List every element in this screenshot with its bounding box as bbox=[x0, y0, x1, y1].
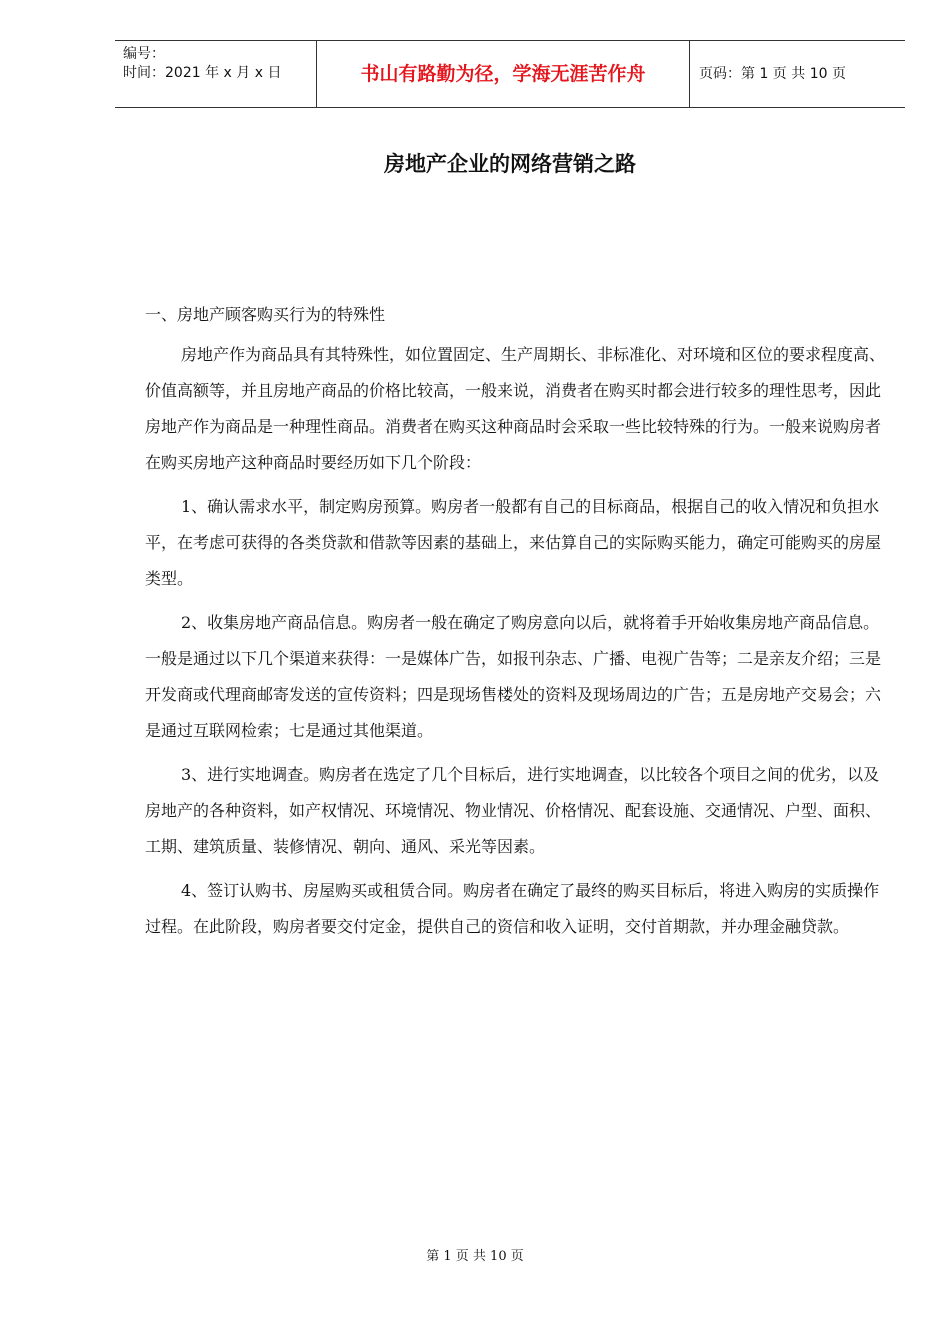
header-divider bbox=[689, 41, 690, 107]
page-header bbox=[115, 40, 905, 108]
body-paragraph: 4、签订认购书、房屋购买或租赁合同。购房者在确定了最终的购买目标后，将进入购房的实质操作过程。在此阶段，购房者要交付定金，提供自己的资信和收入证明，交付首期款，并办理金融贷款。 bbox=[145, 881, 880, 936]
header-page-number: 页码：第 1 页 共 10 页 bbox=[699, 66, 846, 82]
document-title: 房地产企业的网络营销之路 bbox=[384, 151, 636, 176]
body-paragraph: 2、收集房地产商品信息。购房者一般在确定了购房意向以后，就将着手开始收集房地产商品信息。一般是通过以下几个渠道来获得：一是媒体广告，如报刊杂志、广播、电视广告等；二是亲友介绍；三是开发商或代理商邮寄发送的宣传资料；四是现场售楼处的资料及现场周边的广告；五是房地产交易会；六是通过互联网检索；七是通过其他渠道。 bbox=[145, 613, 882, 740]
header-motto: 书山有路勤为径，学海无涯苦作舟 bbox=[360, 63, 646, 85]
document-body bbox=[145, 297, 885, 953]
body-paragraph: 房地产作为商品具有其特殊性，如位置固定、生产周期长、非标准化、对环境和区位的要求程度高、价值高额等，并且房地产商品的价格比较高，一般来说，消费者在购买时都会进行较多的理性思考，因此房地产作为商品是一种理性商品。消费者在购买这种商品时会采取一些比较特殊的行为。一般来说购房者在购买房地产这种商品时要经历如下几个阶段： bbox=[145, 345, 886, 472]
document-time-label: 时间：2021 年 x 月 x 日 bbox=[123, 65, 282, 81]
page-footer: 第 1 页 共 10 页 bbox=[426, 1249, 524, 1264]
section-heading: 一、房地产顾客购买行为的特殊性 bbox=[145, 305, 386, 324]
header-meta bbox=[123, 45, 313, 83]
body-paragraph: 3、进行实地调查。购房者在选定了几个目标后，进行实地调查，以比较各个项目之间的优劣，以及房地产的各种资料，如产权情况、环境情况、物业情况、价格情况、配套设施、交通情况、户型、面积、工期、建筑质量、装修情况、朝向、通风、采光等因素。 bbox=[145, 765, 882, 856]
document-number-label: 编号： bbox=[123, 46, 165, 62]
body-paragraph: 1、确认需求水平，制定购房预算。购房者一般都有自己的目标商品，根据自己的收入情况和负担水平，在考虑可获得的各类贷款和借款等因素的基础上，来估算自己的实际购买能力，确定可能购买的房屋类型。 bbox=[145, 497, 882, 588]
